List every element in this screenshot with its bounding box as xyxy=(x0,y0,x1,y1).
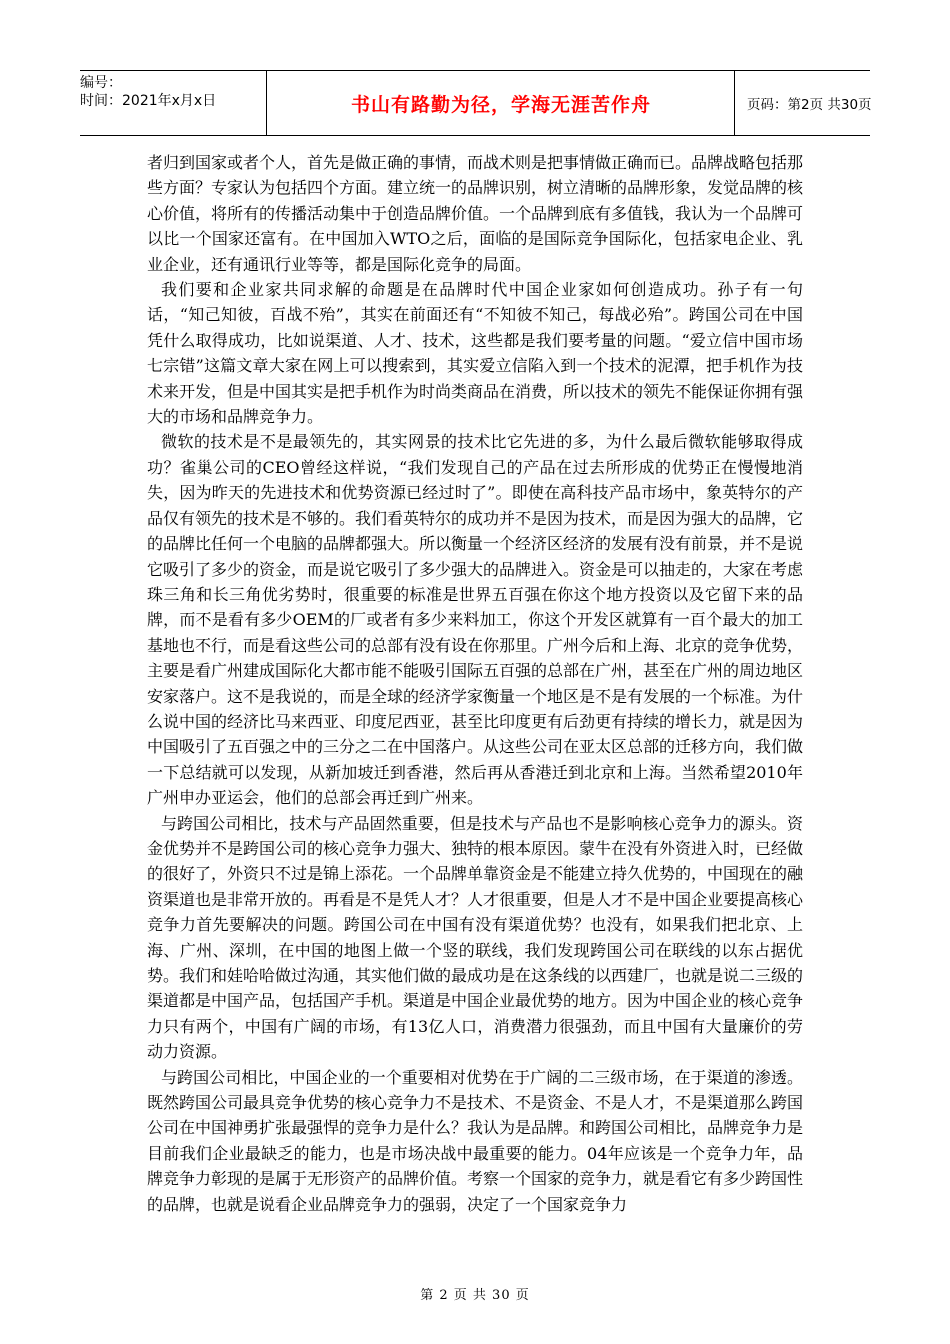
page-header xyxy=(80,70,870,136)
paragraph-3: 微软的技术是不是最领先的，其实网景的技术比它先进的多，为什么最后微软能够取得成功？雀巢公司的CEO曾经这样说，“我们发现自己的产品在过去所形成的优势正在慢慢地消失，因为昨天的先进技术和优势资源已经过时了”。即使在高科技产品市场中，象英特尔的产品仅有领先的技术是不够的。我们看英特尔的成功并不是因为技术，而是因为强大的品牌，它的品牌比任何一个电脑的品牌都强大。所以衡量一个经济区经济的发展有没有前景，并不是说它吸引了多少的资金，而是说它吸引了多少强大的品牌进入。资金是可以抽走的，大家在考虑珠三角和长三角优劣势时，很重要的标准是世界五百强在你这个地方投资以及它留下来的品牌，而不是看有多少OEM的厂或者有多少来料加工，你这个开发区就算有一百个最大的加工基地也不行，而是看这些公司的总部有没有设在你那里。广州今后和上海、北京的竞争优势，主要是看广州建成国际化大都市能不能吸引国际五百强的总部在广州，甚至在广州的周边地区安家落户。这不是我说的，而是全球的经济学家衡量一个地区是不是有发展的一个标准。为什么说中国的经济比马来西亚、印度尼西亚，甚至比印度更有后劲更有持续的增长力，就是因为中国吸引了五百强之中的三分之二在中国落户。从这些公司在亚太区总部的迁移方向，我们做一下总结就可以发现，从新加坡迁到香港，然后再从香港迁到北京和上海。当然希望2010年广州申办亚运会，他们的总部会再迁到广州来。 xyxy=(147,432,804,808)
page-footer: 第 2 页 共 30 页 xyxy=(420,1288,530,1303)
header-page-number: 页码：第2页 共30页 xyxy=(747,97,872,113)
header-page-cell xyxy=(735,71,870,135)
document-number-label: 编号： xyxy=(80,75,122,91)
document-date-label: 时间：2021年x月x日 xyxy=(80,93,217,109)
paragraph-2: 我们要和企业家共同求解的命题是在品牌时代中国企业家如何创造成功。孙子有一句话，“知己知彼，百战不殆”，其实在前面还有“不知彼不知己，每战必殆”。跨国公司在中国凭什么取得成功，比如说渠道、人才、技术，这些都是我们要考量的问题。“爱立信中国市场七宗错”这篇文章大家在网上可以搜索到，其实爱立信陷入到一个技术的泥潭，把手机作为技术来开发，但是中国其实是把手机作为时尚类商品在消费，所以技术的领先不能保证你拥有强大的市场和品牌竞争力。 xyxy=(147,280,804,427)
paragraph-1: 者归到国家或者个人，首先是做正确的事情，而战术则是把事情做正确而已。品牌战略包括那些方面？专家认为包括四个方面。建立统一的品牌识别，树立清晰的品牌形象，发觉品牌的核心价值，将所有的传播活动集中于创造品牌价值。一个品牌到底有多值钱，我认为一个品牌可以比一个国家还富有。在中国加入WTO之后，面临的是国际竞争国际化，包括家电企业、乳业企业，还有通讯行业等等，都是国际化竞争的局面。 xyxy=(147,153,804,274)
motto-text: 书山有路勤为径，学海无涯苦作舟 xyxy=(350,93,651,116)
document-body xyxy=(147,150,803,1217)
paragraph-4: 与跨国公司相比，技术与产品固然重要，但是技术与产品也不是影响核心竞争力的源头。资金优势并不是跨国公司的核心竞争力强大、独特的根本原因。蒙牛在没有外资进入时，已经做的很好了，外资只不过是锦上添花。一个品牌单靠资金是不能建立持久优势的，中国现在的融资渠道也是非常开放的。再看是不是凭人才？人才很重要，但是人才不是中国企业要提高核心竞争力首先要解决的问题。跨国公司在中国有没有渠道优势？也没有，如果我们把北京、上海、广州、深圳，在中国的地图上做一个竖的联线，我们发现跨国公司在联线的以东占据优势。我们和娃哈哈做过沟通，其实他们做的最成功是在这条线的以西建厂，也就是说二三级的渠道都是中国产品，包括国产手机。渠道是中国企业最优势的地方。因为中国企业的核心竞争力只有两个，中国有广阔的市场，有13亿人口，消费潜力很强劲，而且中国有大量廉价的劳动力资源。 xyxy=(147,813,804,1062)
paragraph-5: 与跨国公司相比，中国企业的一个重要相对优势在于广阔的二三级市场，在于渠道的渗透。既然跨国公司最具竞争优势的核心竞争力不是技术、不是资金、不是人才，不是渠道那么跨国公司在中国神勇扩张最强悍的竞争力是什么？我认为是品牌。和跨国公司相比，品牌竞争力是目前我们企业最缺乏的能力，也是市场决战中最重要的能力。04年应该是一个竞争力年，品牌竞争力彰现的是属于无形资产的品牌价值。考察一个国家的竞争力，就是看它有多少跨国性的品牌，也就是说看企业品牌竞争力的强弱，决定了一个国家竞争力 xyxy=(147,1067,804,1214)
header-motto-cell xyxy=(268,71,735,135)
header-meta xyxy=(80,71,267,135)
